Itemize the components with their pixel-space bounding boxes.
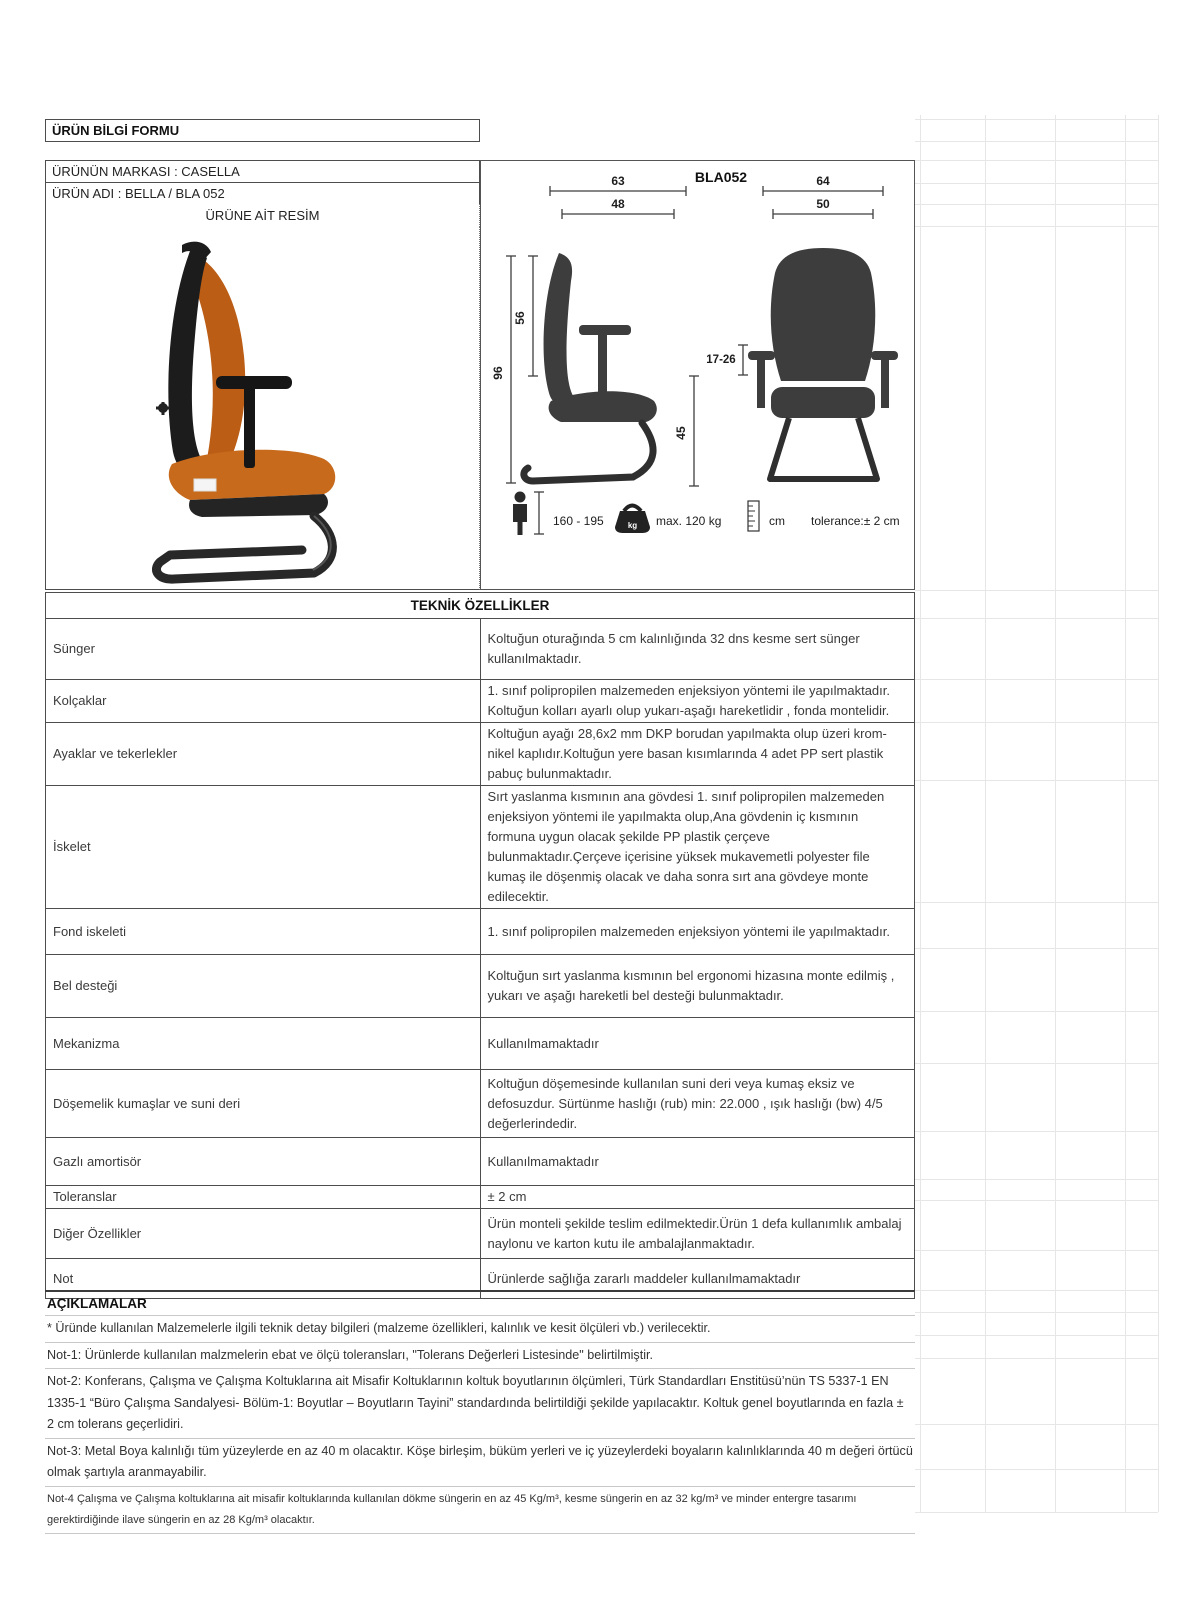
form-title-cell — [45, 119, 480, 142]
note-item-2: Not-2: Konferans, Çalışma ve Çalışma Koltuklarına ait Misafir Koltuklarının koltuk boyutlarının ölçümleri, Türk Standardları Enstitüsü’nün TS 5337-1 EN 1335-1 “Büro Çalışma Sandalyesi- Bölüm-1: Boyutlar – Boyutların Tayini” standardında belirtildiği şekilde yapılacaktır. Koltuk genel boyutlarında en fazla ± 2 cm tolerans geçerlidiri. — [45, 1369, 915, 1439]
spec-label: Döşemelik kumaşlar ve suni deri — [46, 1070, 481, 1138]
gridline-horizontal — [915, 722, 1158, 723]
gridline-horizontal — [915, 1011, 1158, 1012]
gridline-vertical — [1125, 115, 1126, 1512]
spec-value: Kullanılmamaktadır — [480, 1018, 915, 1070]
dim-side-width: 63 — [611, 174, 625, 188]
gridline-horizontal — [915, 183, 1158, 184]
spec-value: 1. sınıf polipropilen malzemeden enjeksiyon yöntemi ile yapılmaktadır. — [480, 909, 915, 955]
ruler-icon — [748, 501, 759, 531]
spec-label: Bel desteği — [46, 955, 481, 1018]
gridline-horizontal — [915, 141, 1158, 142]
product-name-text: ÜRÜN ADI : BELLA / BLA 052 — [52, 186, 225, 201]
spec-row-toleranslar — [46, 1186, 915, 1209]
spec-value: 1. sınıf polipropilen malzemeden enjeksiyon yöntemi ile yapılmaktadır. Koltuğun kolları ayarlı olup yukarı-aşağı hareketlidir , fonda montelidir. — [480, 680, 915, 723]
dimension-diagram-box — [480, 160, 915, 590]
dim-front-seat-width: 50 — [816, 197, 830, 211]
gridline-vertical — [1055, 115, 1056, 1512]
spec-label: Fond iskeleti — [46, 909, 481, 955]
image-caption-cell — [45, 204, 480, 227]
spec-row-sunger — [46, 619, 915, 680]
note-item-1: Not-1: Ürünlerde kullanılan malzmelerin ebat ve ölçü toleransları, "Tolerans Değerleri Listesinde" belirtilmiştir. — [45, 1343, 915, 1370]
dim-seat-height: 45 — [674, 426, 688, 440]
product-image-area — [45, 226, 480, 590]
gridline-horizontal — [915, 1424, 1158, 1425]
spec-label: Kolçaklar — [46, 680, 481, 723]
spec-row-gazli-amortisor — [46, 1138, 915, 1186]
spec-value: Koltuğun sırt yaslanma kısmının bel ergonomi hizasına monte edilmiş , yukarı ve aşağı hareketli bel desteği bulunmaktadır. — [480, 955, 915, 1018]
spec-label: Ayaklar ve tekerlekler — [46, 723, 481, 786]
spec-value: Kullanılmamaktadır — [480, 1138, 915, 1186]
spec-row-iskelet — [46, 786, 915, 909]
gridline-horizontal — [915, 1063, 1158, 1064]
dim-armrest-range: 17-26 — [706, 354, 736, 366]
user-height-text: 160 - 195 — [553, 514, 604, 528]
brand-cell — [45, 160, 480, 183]
spec-label: Gazlı amortisör — [46, 1138, 481, 1186]
image-caption-text: ÜRÜNE AİT RESİM — [205, 207, 320, 223]
specs-header: TEKNİK ÖZELLİKLER — [410, 597, 550, 613]
form-title: ÜRÜN BİLGİ FORMU — [52, 123, 180, 138]
gridline-horizontal — [915, 679, 1158, 680]
product-photo-chair — [106, 232, 426, 588]
gridline-horizontal — [915, 590, 1158, 591]
gridline-horizontal — [915, 1512, 1158, 1513]
spec-row-dosemelik — [46, 1070, 915, 1138]
spec-value: Ürün monteli şekilde teslim edilmektedir.Ürün 1 defa kullanımlık ambalaj naylonu ve karton kutu ile ambalajlanmaktadır. — [480, 1209, 915, 1259]
gridline-horizontal — [915, 1179, 1158, 1180]
spec-label: Toleranslar — [46, 1186, 481, 1209]
gridline-horizontal — [915, 1131, 1158, 1132]
gridline-vertical — [985, 115, 986, 1512]
spec-value: Koltuğun ayağı 28,6x2 mm DKP borudan yapılmakta olup üzeri krom-nikel kaplıdır.Koltuğun yere basan kısımlarında 4 adet PP sert plastik pabuç bulunmaktadır. — [480, 723, 915, 786]
dim-total-height: 96 — [491, 366, 505, 380]
spec-label: İskelet — [46, 786, 481, 909]
spec-row-mekanizma — [46, 1018, 915, 1070]
gridline-horizontal — [915, 948, 1158, 949]
spec-label: Mekanizma — [46, 1018, 481, 1070]
spec-label: Not — [46, 1259, 481, 1299]
spec-row-ayaklar — [46, 723, 915, 786]
note-item-4: Not-4 Çalışma ve Çalışma koltuklarına ait misafir koltuklarında kullanılan dökme süngerin en az 45 Kg/m³, kesme süngerin en az 32 kg/m³ ve minder entergre tasarımı gerektirdiğinde ilave süngerin en az 28 Kg/m³ olacaktır. — [45, 1487, 915, 1534]
spec-row-fond-iskeleti — [46, 909, 915, 955]
spec-label: Diğer Özellikler — [46, 1209, 481, 1259]
gridline-horizontal — [915, 618, 1158, 619]
gridline-horizontal — [915, 160, 1158, 161]
specs-header-row — [46, 593, 915, 619]
technical-specs-table — [45, 592, 915, 1299]
dimension-diagram — [481, 161, 914, 589]
gridline-horizontal — [915, 204, 1158, 205]
front-view-chair-silhouette — [748, 248, 898, 479]
spec-row-kolcaklar — [46, 680, 915, 723]
gridline-horizontal — [915, 1200, 1158, 1201]
tolerance-text: tolerance:± 2 cm — [811, 514, 900, 528]
note-item-3: Not-3: Metal Boya kalınlığı tüm yüzeylerde en az 40 m olacaktır. Köşe birleşim, büküm yerleri ve iç yüzeylerdeki boyaların kalınlıklarında 40 m değeri örtücü olmak şartıyla aranmayabilir. — [45, 1439, 915, 1487]
spec-label: Sünger — [46, 619, 481, 680]
spec-value: Ürünlerde sağlığa zararlı maddeler kullanılmamaktadır — [480, 1259, 915, 1299]
gridline-horizontal — [915, 119, 1158, 120]
spec-value: Koltuğun döşemesinde kullanılan suni deri veya kumaş eksiz ve defosuzdur. Sürtünme haslığı (rub) min: 22.000 , ışık haslığı (bw) 4/5 değerlerindedir. — [480, 1070, 915, 1138]
gridline-horizontal — [915, 780, 1158, 781]
max-weight-icon — [615, 506, 650, 534]
side-view-chair-silhouette — [524, 253, 657, 481]
spec-row-diger-ozellikler — [46, 1209, 915, 1259]
diagram-model-label: BLA052 — [694, 169, 748, 185]
gridline-vertical — [920, 115, 921, 1512]
spec-value: Koltuğun oturağında 5 cm kalınlığında 32 dns kesme sert sünger kullanılmaktadır. — [480, 619, 915, 680]
gridline-horizontal — [915, 1290, 1158, 1291]
gridline-vertical — [1158, 115, 1159, 1512]
note-item-star: * Üründe kullanılan Malzemelerle ilgili teknik detay bilgileri (malzeme özellikleri, kalınlık ve kesit ölçüleri vb.) verilecektir. — [45, 1316, 915, 1343]
dim-front-width: 64 — [816, 174, 830, 188]
gridline-horizontal — [915, 226, 1158, 227]
explanations-section — [45, 1290, 915, 1534]
spec-value: Sırt yaslanma kısmının ana gövdesi 1. sınıf polipropilen malzemeden enjeksiyon yöntemi ile yapılmakta olup,Ana gövdenin iç kısmının formuna uygun olacak şekilde PP plastik çerçeve bulunmaktadır.Çerçeve içerisine yüksek mukavemetli polyester file kumaş ile döşenmiş olacak ve daha sonra sırt ana gövdeye monte edilecektir. — [480, 786, 915, 909]
spec-value: ± 2 cm — [480, 1186, 915, 1209]
kg-badge-text: kg — [627, 521, 638, 530]
gridline-horizontal — [915, 1358, 1158, 1359]
dim-back-height: 56 — [513, 311, 527, 325]
spec-row-bel-destegi — [46, 955, 915, 1018]
gridline-horizontal — [915, 1335, 1158, 1336]
gridline-horizontal — [915, 1469, 1158, 1470]
dim-side-seat-width: 48 — [611, 197, 625, 211]
gridline-horizontal — [915, 902, 1158, 903]
unit-text: cm — [769, 514, 785, 528]
gridline-horizontal — [915, 1312, 1158, 1313]
explanations-header: AÇIKLAMALAR — [45, 1290, 915, 1316]
product-name-cell — [45, 182, 480, 205]
gridline-horizontal — [915, 1250, 1158, 1251]
brand-text: ÜRÜNÜN MARKASI : CASELLA — [52, 164, 240, 179]
max-weight-text: max. 120 kg — [656, 514, 722, 528]
user-height-icon — [513, 492, 527, 536]
